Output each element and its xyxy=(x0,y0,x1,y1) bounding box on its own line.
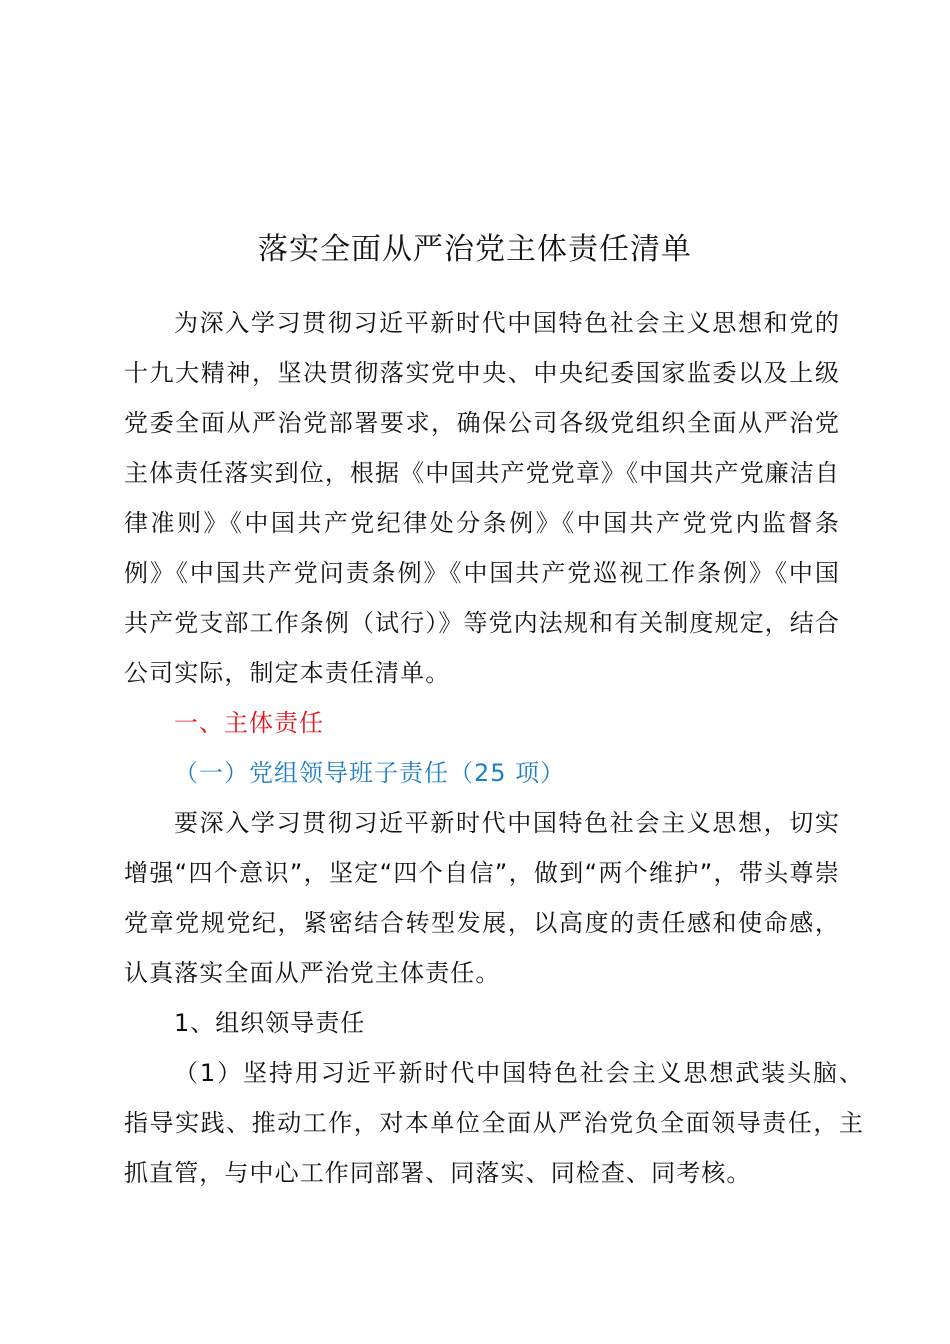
document-title: 落实全面从严治党主体责任清单 xyxy=(258,232,692,267)
intro-paragraph: 为深入学习贯彻习近平新时代中国特色社会主义思想和党的十九大精神，坚决贯彻落实党中央、中央纪委国家监委以及上级党委全面从严治党部署要求，确保公司各级党组织全面从严治党主体责任落实到位，根据《中国共产党党章》《中国共产党廉洁自律准则》《中国共产党纪律处分条例》《中国共产党党内监督条例》《中国共产党问责条例》《中国共产党巡视工作条例》《中国共产党支部工作条例（试行）》等党内法规和有关制度规定，结合公司实际，制定本责任清单。 xyxy=(124,309,840,687)
item-heading: 1、组织领导责任 xyxy=(174,1009,366,1037)
subsection-paragraph: 要深入学习贯彻习近平新时代中国特色社会主义思想，切实增强“四个意识”，坚定“四个自信”，做到“两个维护”，带头尊崇党章党规党纪，紧密结合转型发展，以高度的责任感和使命感，认真落实全面从严治党主体责任。 xyxy=(124,809,840,987)
section-heading: 一、主体责任 xyxy=(174,709,324,737)
subsection-heading: （一）党组领导班子责任（25 项） xyxy=(174,759,566,787)
item-paragraph: （1）坚持用习近平新时代中国特色社会主义思想武装头脑、指导实践、推动工作，对本单位全面从严治党负全面领导责任，主抓直管，与中心工作同部署、同落实、同检查、同考核。 xyxy=(124,1059,864,1187)
